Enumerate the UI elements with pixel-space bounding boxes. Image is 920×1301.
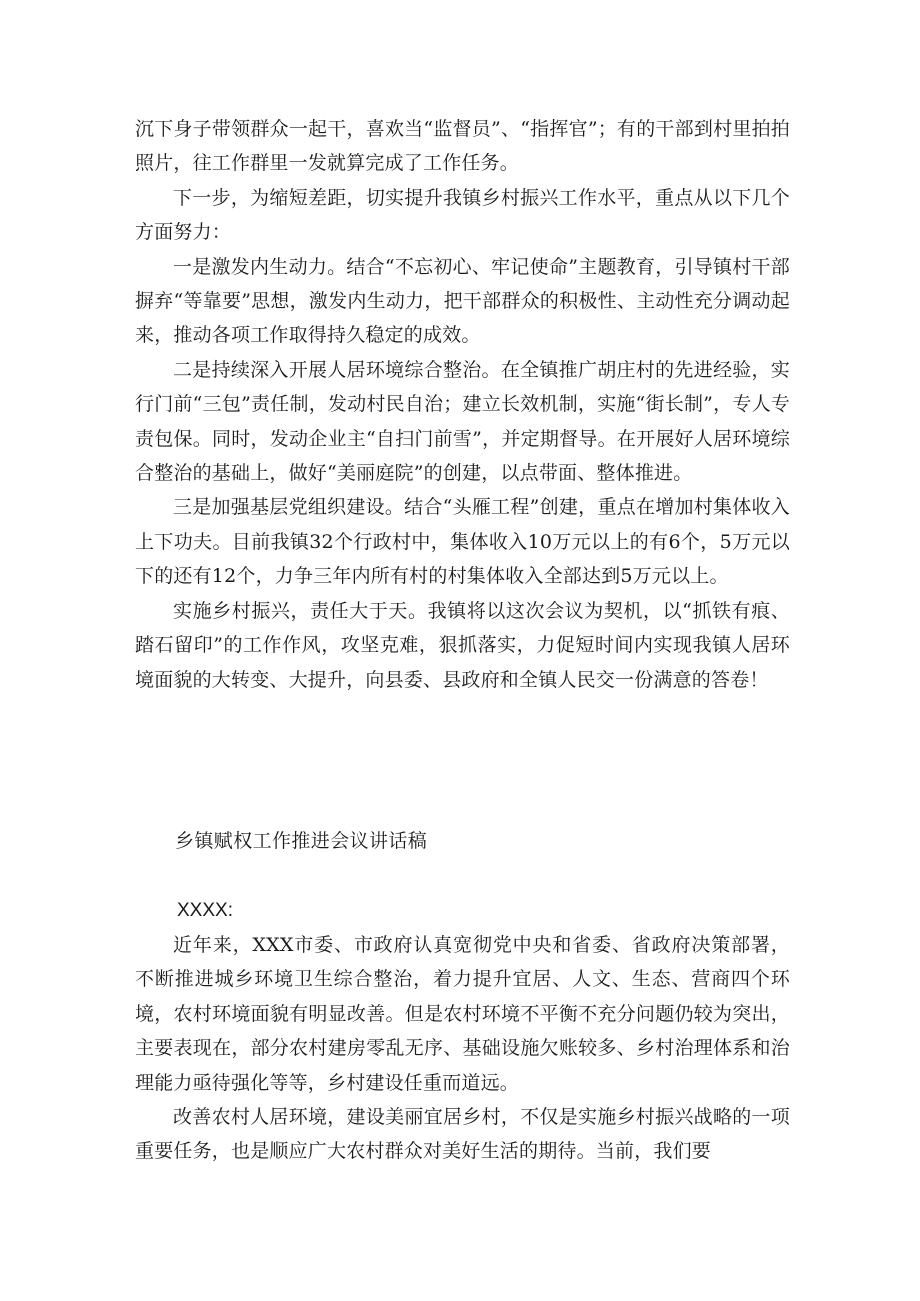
- paragraph-improvement: 改善农村人居环境，建设美丽宜居乡村，不仅是实施乡村振兴战略的一项重要任务，也是顺应广大农村群众对美好生活的期待。当前，我们要: [135, 1106, 790, 1163]
- paragraph-point-three: 三是加强基层党组织建设。结合“头雁工程”创建，重点在增加村集体收入上下功夫。目前我镇32个行政村中，集体收入10万元以上的有6个，5万元以下的还有12个，力争三年内所有村的村集体收入全部达到5万元以上。: [135, 496, 790, 588]
- paragraph-point-two: 二是持续深入开展人居环境综合整治。在全镇推广胡庄村的先进经验，实行门前“三包”责任制，发动村民自治；建立长效机制，实施“街长制”，专人专责包保。同时，发动企业主“自扫门前雪”，并定期督导。在开展好人居环境综合整治的基础上，做好“美丽庭院”的创建，以点带面、整体推进。: [135, 358, 790, 485]
- paragraph-next-steps: 下一步，为缩短差距，切实提升我镇乡村振兴工作水平，重点从以下几个方面努力：: [135, 186, 790, 244]
- speech-title: 乡镇赋权工作推进会议讲话稿: [175, 830, 428, 852]
- paragraph-intro: 近年来，XXX市委、市政府认真宽彻党中央和省委、省政府决策部署，不断推进城乡环境卫生综合整治，着力提升宜居、人文、生态、营商四个环境，农村环境面貌有明显改善。但是农村环境不平衡不充分问题仍较为突出，主要表现在，部分农村建房零乱无序、基础设施欠账较多、乡村治理体系和治理能力亟待强化等等，乡村建设任重而道远。: [135, 934, 790, 1094]
- paragraph-point-one: 一是激发内生动力。结合“不忘初心、牢记使命”主题教育，引导镇村干部摒弃“等靠要”思想，激发内生动力，把干部群众的积极性、主动性充分调动起来，推动各项工作取得持久稳定的成效。: [135, 255, 790, 347]
- salutation: XXXX:: [177, 900, 233, 921]
- document-page: [135, 112, 790, 1163]
- speech-body: [135, 928, 790, 1169]
- paragraph-continuation: 沉下身子带领群众一起干，喜欢当“监督员”、“指挥官”；有的干部到村里拍拍照片，往工作群里一发就算完成了工作任务。: [135, 118, 790, 175]
- paragraph-conclusion: 实施乡村振兴，责任大于天。我镇将以这次会议为契机，以“抓铁有痕、踏石留印”的工作作风，攻坚克难，狠抓落实，力促短时间内实现我镇人居环境面貌的大转变、大提升，向县委、县政府和全镇人民交一份满意的答卷！: [135, 599, 790, 691]
